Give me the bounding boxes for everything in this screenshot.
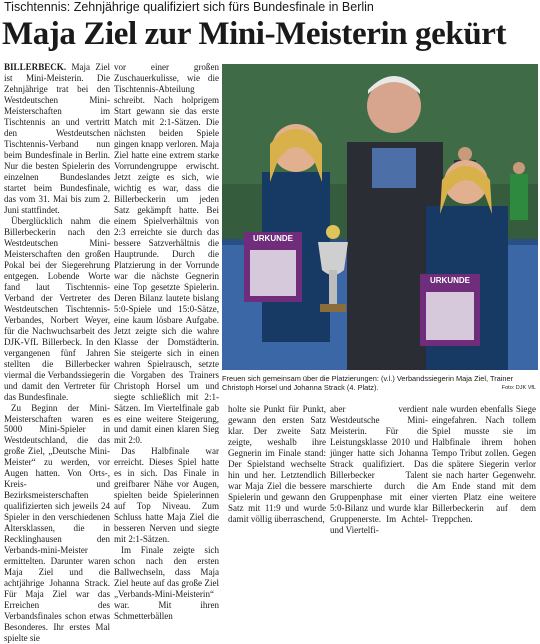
column-1-paragraph-2: Überglücklich nahm die Billerbeckerin nach den Westdeutschen Mini-Meisterschaften den großen Pokal bei der Siegerehrung entgegen. Lobende Worte fand laut Tischtennis-Verband der Vertreter des Westdeutschen Tischtennis-Verbandes, Norbert Weyer, für die Nachwuchsarbeit des DJK-VfL Billerbeck. In den vergangenen fünf Jahren stellten die Billerbecker viermal die Verbandssiegerin und damit den Vertreter für das Bundesfinale. (4, 215, 110, 402)
column-1-paragraph-3: Zu Beginn der Mini-Meisterschaften waren es 5000 Mini-Spieler in Westdeutschland, die das große Ziel, „Deutsche Mini-Meister“ zu werden, vor Augen hatten. Von Orts-, Kreis- und Bezirksmeisterschaften qualifizierten sich jeweils 24 Spieler in den verschiedenen Altersklassen, die in Recklinghausen den Verbands-mini-Meister ermittelten. Darunter waren Maja Ziel und die achtjährige Johanna Strack. Für Maja Ziel war das Erreichen des Verbandsfinales schon etwas Besonderes. Ihr erstes Mal spielte sie (4, 402, 110, 644)
article-column-1 (4, 62, 110, 644)
article-column-4: aber verdient Westdeutsche Mini-Meisterin. Für die Leistungsklasse 2010 und jünger hatte sich Johanna Strack qualifiziert. Das Billerbecker Talent marschierte durch die Gruppenphase mit einer 5:0-Bilanz und wurde klar Gruppenerste. Im Achtel- und Viertelfi- (330, 404, 428, 535)
article-column-5: nale wurden ebenfalls Siege eingefahren. Nach tollem Spiel musste sie im Halbfinale ihrem hohen Tempo Tribut zollen. Gegen die spätere Siegerin verlor sie nach harter Gegenwehr. Am Ende stand mit dem vierten Platz eine weitere Billerbeckerin auf dem Treppchen. (432, 404, 536, 524)
photo-illustration (222, 64, 538, 370)
caption-text: Freuen sich gemeinsam über die Platzierungen: (v.l.) Verbandssiegerin Maja Ziel, Trainer Christoph Horsel und Johanna Strack (4. Platz). (222, 374, 514, 392)
article-headline: Maja Ziel zur Mini-Meisterin gekürt (2, 16, 507, 52)
article-column-2 (114, 62, 219, 622)
column-2-paragraph-3: Im Finale zeigte sich schon nach den ersten Ballwechseln, dass Maja Ziel heute auf das große Ziel „Verbands-Mini-Meisterin“ war. Mit ihren Schmetterbällen (114, 545, 219, 622)
photo-credit: Foto: DJK VfL (501, 385, 536, 391)
article-column-3: holte sie Punkt für Punkt, gewann den ersten Satz klar. Der zweite Satz zeigte, weshalb ihre Gegnerin im Finale stand: Der Spielstand wechselte hin und her. Letztendlich war Maja Ziel die bessere Spielerin und gewann den Satz mit 11:9 und wurde damit völlig überraschend, (228, 404, 326, 524)
photo-caption (222, 374, 538, 400)
dateline: BILLERBECK. (4, 62, 67, 72)
article-kicker: Tischtennis: Zehnjährige qualifiziert sich fürs Bundesfinale in Berlin (4, 0, 374, 14)
certificate-right-label: URKUNDE (430, 276, 470, 285)
column-1-paragraph-1: Maja Ziel ist Mini-Meisterin. Die Zehnjährige trat bei den Westdeutschen Mini-Meisterschaften im Tischtennis an und vertritt den Westdeutschen Tischtennis-Verband nun beim Bundesfinale in Berlin. Nur die besten Spielerin des einzelnen Bundeslandes startet beim Bundesfinale, das vom 31. Mai bis zum 2. Juni stattfindet. (4, 62, 110, 215)
column-2-paragraph-2: Das Halbfinale war erreicht. Dieses Spiel hatte es in sich. Das Finale in greifbarer Nähe vor Augen, spielten beide Spielerinnen auf Top Niveau. Zum Schluss hatte Maja Ziel die besseren Nerven und siegte mit 2:1-Sätzen. (114, 446, 219, 545)
column-2-paragraph-1: vor einer großen Zuschauerkulisse, wie die Tischtennis-Abteilung schreibt. Nach holprigem Start gewann sie das erste Match mit 2:1-Sätzen. Die nächsten beiden Spiele gingen knapp verloren. Maja Ziel hatte eine extrem starke Vorrundengruppe erwischt. Jetzt zeigte es sich, wie wichtig es war, dass die Billerbeckerin um jeden Satz gekämpft hatte. Bei einem Spielverhältnis von 2:3 erreichte sie durch das bessere Satzverhältnis die Hauptrunde. Durch die Platzierung in der Vorrunde war die nächste Gegnerin eine Top gesetzte Spielerin. Deren Bilanz lautete bislang 5:0-Spiele und 15:0-Sätze, eine kaum lösbare Aufgabe. Jetzt zeigte sich die wahre Klasse der Domstädterin. Sie steigerte sich in einen wahren Spielrausch, setzte die Vorgaben des Trainers Christoph Horsel um und siegte schließlich mit 2:1-Sätzen. Im Viertelfinale gab es eine weitere Steigerung, und damit einen klaren Sieg mit 2:0. (114, 62, 219, 446)
article-photo (222, 64, 538, 370)
certificate-left-label: URKUNDE (253, 234, 293, 243)
